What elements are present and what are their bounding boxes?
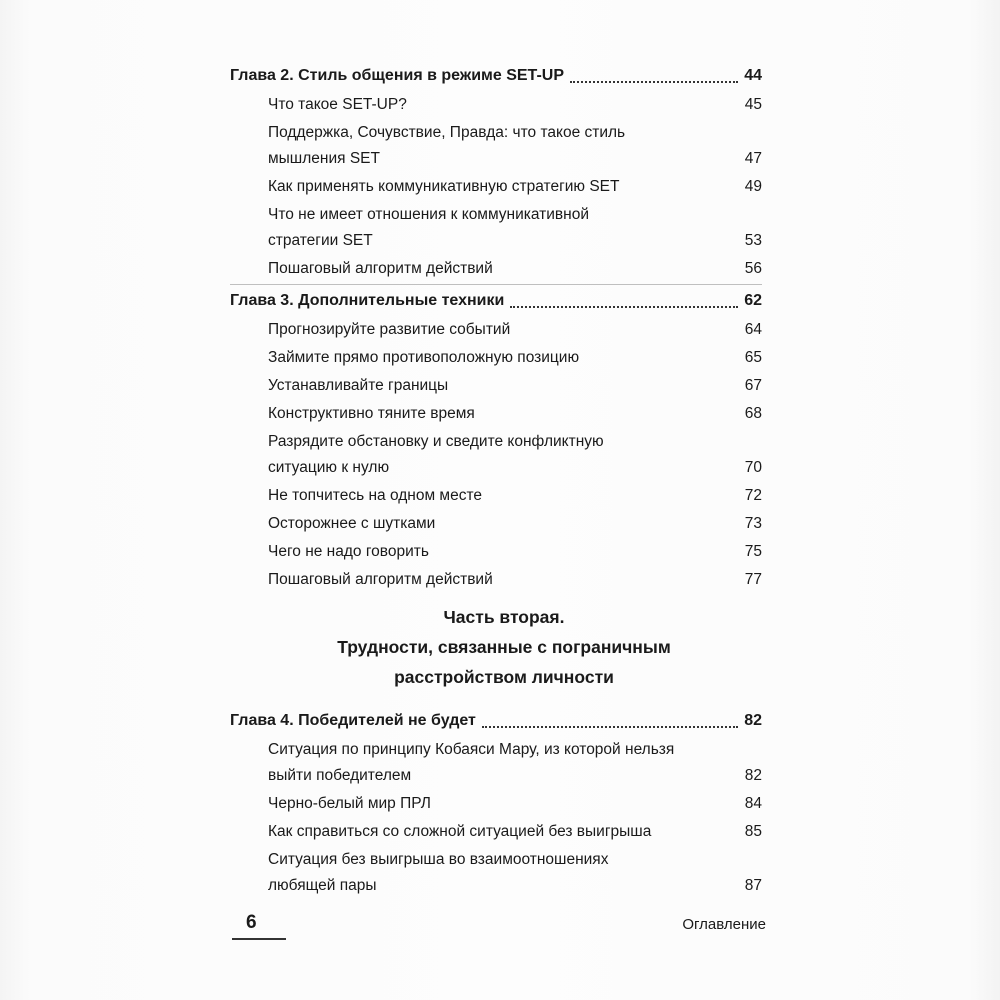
dot-leader (482, 726, 738, 728)
entry-title-line2: выйти победителем (268, 767, 412, 784)
toc-entry (230, 256, 762, 282)
toc-entry (230, 737, 762, 789)
toc-entry (230, 791, 762, 817)
entry-page: 47 (744, 150, 762, 167)
entry-title-line1: Ситуация без выигрыша во взаимоотношениях (268, 851, 609, 868)
toc-entry (230, 401, 762, 427)
entry-title: Пошаговый алгоритм действий (268, 571, 493, 588)
entry-page: 70 (744, 459, 762, 476)
entry-page: 72 (744, 487, 762, 504)
entry-title: Как справиться со сложной ситуацией без выигрыша (268, 823, 652, 840)
divider (230, 284, 762, 285)
page-number-rule (232, 938, 286, 940)
entry-page: 84 (744, 795, 762, 812)
entry-page: 64 (744, 321, 762, 338)
part-heading (230, 603, 762, 693)
part-heading-line2: Трудности, связанные с пограничным (337, 637, 671, 657)
toc-entry (230, 174, 762, 200)
chapter-title: Глава 4. Победителей не будет (230, 712, 476, 729)
entry-title: Как применять коммуникативную стратегию SET (268, 178, 620, 195)
entry-page: 73 (744, 515, 762, 532)
toc-entry (230, 429, 762, 481)
entry-page: 82 (744, 767, 762, 784)
toc-entry (230, 483, 762, 509)
chapter-page: 82 (744, 712, 762, 729)
dot-leader (510, 306, 738, 308)
toc-entry (230, 120, 762, 172)
toc-entry (230, 345, 762, 371)
entry-title: Конструктивно тяните время (268, 405, 475, 422)
chapter-page: 62 (744, 292, 762, 309)
toc-entry (230, 819, 762, 845)
entry-page: 68 (744, 405, 762, 422)
entry-title: Не топчитесь на одном месте (268, 487, 482, 504)
entry-title-line2: любящей пары (268, 877, 377, 894)
entry-title: Черно-белый мир ПРЛ (268, 795, 431, 812)
toc-chapter-4 (230, 707, 762, 735)
entry-page: 45 (744, 96, 762, 113)
page-number: 6 (246, 912, 257, 933)
entry-title-line2: стратегии SET (268, 232, 373, 249)
chapter-page: 44 (744, 67, 762, 84)
toc-chapter-2 (230, 62, 762, 90)
dot-leader (570, 81, 738, 83)
toc-entry (230, 317, 762, 343)
page-footer (232, 912, 766, 942)
entry-title-line1: Разрядите обстановку и сведите конфликтную (268, 433, 604, 450)
entry-title-line2: мышления SET (268, 150, 380, 167)
entry-page: 67 (744, 377, 762, 394)
table-of-contents (230, 62, 762, 901)
entry-title: Займите прямо противоположную позицию (268, 349, 580, 366)
toc-entry (230, 511, 762, 537)
entry-title: Осторожнее с шутками (268, 515, 436, 532)
toc-entry (230, 847, 762, 899)
entry-page: 56 (744, 260, 762, 277)
toc-entry (230, 202, 762, 254)
toc-entry (230, 567, 762, 593)
entry-title-line1: Ситуация по принципу Кобаяси Мару, из которой нельзя (268, 741, 675, 758)
entry-page: 87 (744, 877, 762, 894)
part-heading-line3: расстройством личности (394, 667, 614, 687)
toc-entry (230, 92, 762, 118)
entry-title: Чего не надо говорить (268, 543, 429, 560)
entry-title: Что такое SET-UP? (268, 96, 407, 113)
entry-title-line2: ситуацию к нулю (268, 459, 390, 476)
toc-chapter-3 (230, 287, 762, 315)
entry-title: Пошаговый алгоритм действий (268, 260, 493, 277)
entry-page: 53 (744, 232, 762, 249)
entry-page: 77 (744, 571, 762, 588)
entry-title-line1: Что не имеет отношения к коммуникативной (268, 206, 589, 223)
entry-title: Прогнозируйте развитие событий (268, 321, 511, 338)
running-title: Оглавление (682, 916, 766, 933)
entry-page: 65 (744, 349, 762, 366)
entry-page: 75 (744, 543, 762, 560)
part-heading-line1: Часть вторая. (443, 607, 565, 627)
toc-entry (230, 539, 762, 565)
entry-title-line1: Поддержка, Сочувствие, Правда: что такое стиль (268, 124, 626, 141)
entry-title: Устанавливайте границы (268, 377, 449, 394)
toc-entry (230, 373, 762, 399)
entry-page: 85 (744, 823, 762, 840)
entry-page: 49 (744, 178, 762, 195)
chapter-title: Глава 2. Стиль общения в режиме SET-UP (230, 67, 564, 84)
chapter-title: Глава 3. Дополнительные техники (230, 292, 505, 309)
